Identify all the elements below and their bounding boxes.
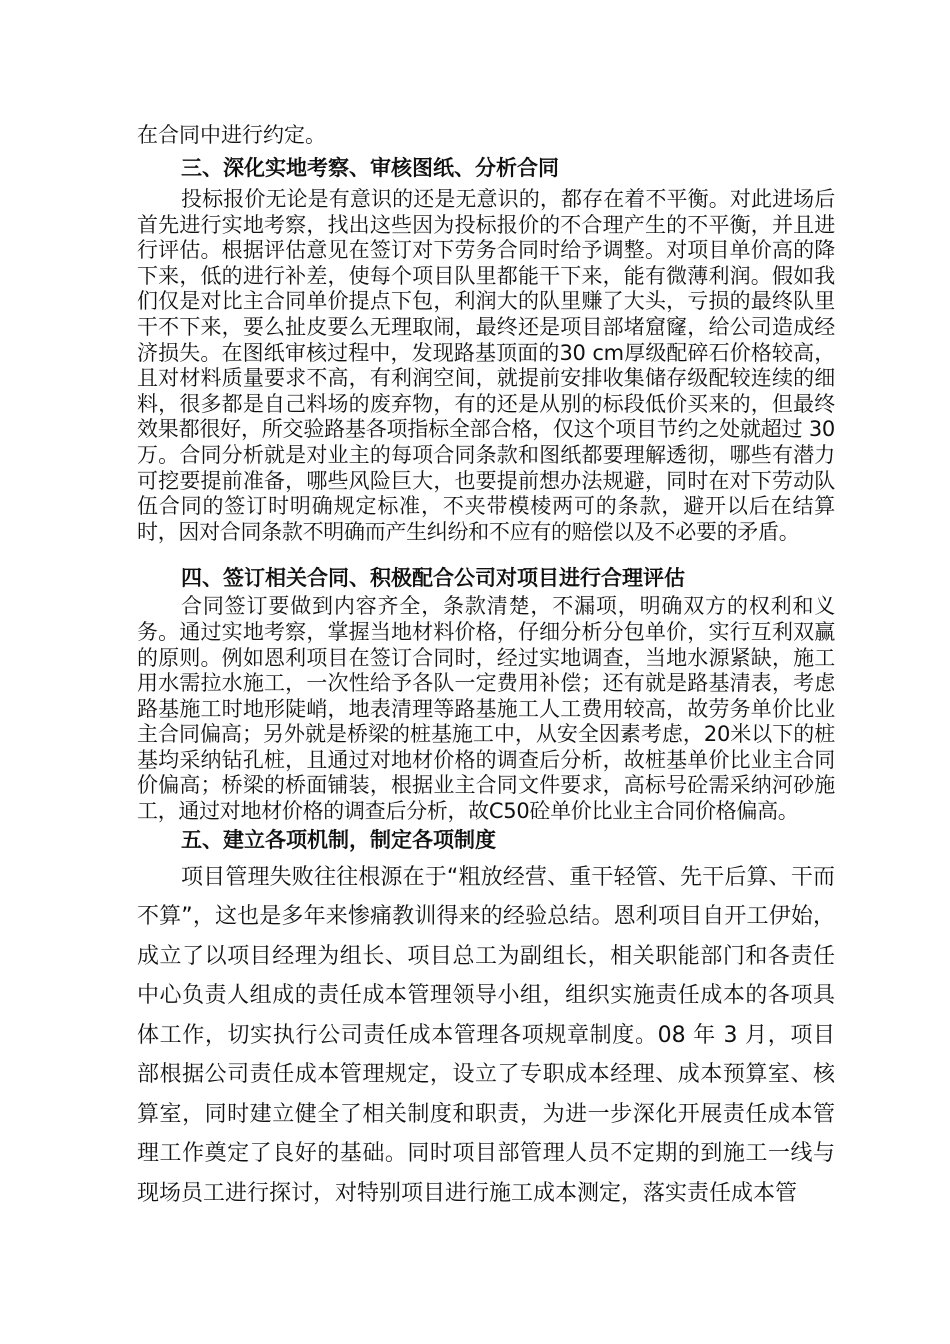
section-5-body: 项目管理失败往往根源在于“粗放经营、重干轻管、先干后算、干而不算”，这也是多年来惨痛教训得来的经验总结。恩利项目自开工伊始，成立了以项目经理为组长、项目总工为副组长，相关职能部门和各责任中心负责人组成的责任成本管理领导小组，组织实施责任成本的各项具体工作，切实执行公司责任成本管理各项规章制度。08 年 3 月，项目部根据公司责任成本管理规定，设立了专职成本经理、成本预算室、核算室，同时建立健全了相关制度和职责，为进一步深化开展责任成本管理工作奠定了良好的基础。同时项目部管理人员不定期的到施工一线与现场员工进行探讨，对特别项目进行施工成本测定，落实责任成本管 [137,864,835,1206]
document-page [137,120,835,1213]
section-4-body: 合同签订要做到内容齐全，条款清楚，不漏项，明确双方的权利和义务。通过实地考察，掌握当地材料价格，仔细分析分包单价，实行互利双赢的原则。例如恩利项目在签订合同时，经过实地调查，当地水源紧缺，施工用水需拉水施工，一次性给予各队一定费用补偿；还有就是路基清表，考虑路基施工时地形陡峭，地表清理等路基施工人工费用较高，故劳务单价比业主合同偏高；另外就是桥梁的桩基施工中，从安全因素考虑，20米以下的桩基均采纳钻孔桩，且通过对地材价格的调查后分析，故桩基单价比业主合同价偏高；桥梁的桥面铺装，根据业主合同文件要求，高标号砼需采纳河砂施工，通过对地材价格的调查后分析，故C50砼单价比业主合同价格偏高。 [137,594,835,824]
intro-line: 在合同中进行约定。 [137,123,326,147]
section-3-heading: 三、深化实地考察、审核图纸、分析合同 [181,156,559,180]
section-5-heading: 五、建立各项机制，制定各项制度 [181,827,496,852]
section-3-body: 投标报价无论是有意识的还是无意识的，都存在着不平衡。对此进场后首先进行实地考察，找出这些因为投标报价的不合理产生的不平衡，并且进行评估。根据评估意见在签订对下劳务合同时给予调整。对项目单价高的降下来，低的进行补差，使每个项目队里都能干下来，能有微薄利润。假如我们仅是对比主合同单价提点下包，利润大的队里赚了大头，亏损的最终队里干不下来，要么扯皮要么无理取闹，最终还是项目部堵窟窿，给公司造成经济损失。在图纸审核过程中，发现路基顶面的30 cm厚级配碎石价格较高，且对材料质量要求不高，有利润空间，就提前安排收集储存级配较连续的细料，很多都是自己料场的废弃物，有的还是从别的标段低价买来的，但最终效果都很好，所交验路基各项指标全部合格，仅这个项目节约之处就超过 30 万。合同分析就是对业主的每项合同条款和图纸都要理解透彻，哪些有潜力可挖要提前准备，哪些风险巨大，也要提前想办法规避，同时在对下劳动队伍合同的签订时明确规定标准，不夹带模棱两可的条款，避开以后在结算时，因对合同条款不明确而产生纠纷和不应有的赔偿以及不必要的矛盾。 [137,187,835,544]
section-4-heading: 四、签订相关合同、积极配合公司对项目进行合理评估 [181,566,685,591]
